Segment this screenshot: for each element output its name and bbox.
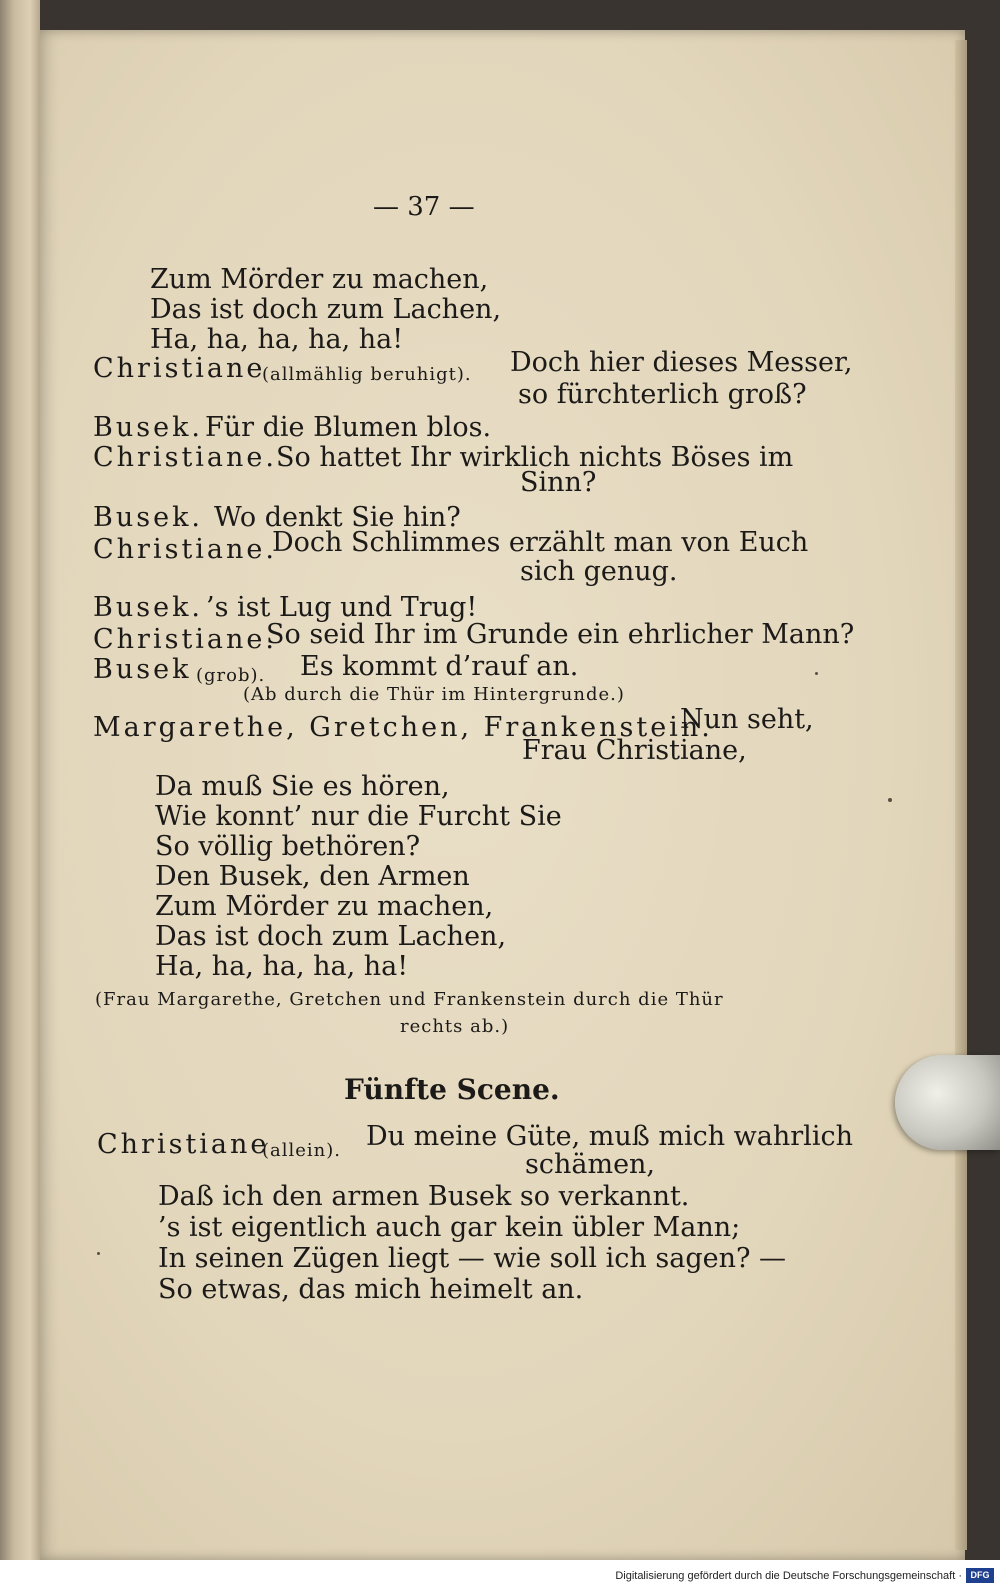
speaker-name: Christiane. — [93, 624, 277, 655]
verse-line: Zum Mörder zu machen, — [155, 891, 494, 922]
stage-direction: (Frau Margarethe, Gretchen und Frankenstein durch die Thür — [95, 989, 724, 1010]
verse-line: Den Busek, den Armen — [155, 861, 470, 892]
stage-direction: (Ab durch die Thür im Hintergrunde.) — [243, 684, 625, 705]
dialogue-text: Doch Schlimmes erzählt man von Euch — [272, 527, 809, 558]
speaker-name: Christiane. — [93, 534, 277, 565]
stage-direction: (allmählig beruhigt). — [262, 364, 472, 385]
verse-line: Das ist doch zum Lachen, — [150, 294, 502, 325]
verse-line: Wie konnt’ nur die Furcht Sie — [155, 801, 562, 832]
dialogue-text: ’s ist Lug und Trug! — [206, 592, 478, 623]
dialogue-text: Wo denkt Sie hin? — [214, 502, 461, 533]
verse-line: Ha, ha, ha, ha, ha! — [150, 324, 404, 355]
dialogue-text: Sinn? — [520, 467, 597, 498]
verse-line: In seinen Zügen liegt — wie soll ich sagen? — — [158, 1243, 787, 1274]
dialogue-text: so fürchterlich groß? — [518, 379, 807, 410]
speaker-name: Margarethe, Gretchen, Frankenstein. — [93, 712, 713, 743]
dialogue-text: Doch hier dieses Messer, — [510, 347, 853, 378]
page-number: — 37 — — [373, 192, 475, 222]
verse-line: Da muß Sie es hören, — [155, 771, 450, 802]
dialogue-text: Für die Blumen blos. — [205, 412, 492, 443]
verse-line: Zum Mörder zu machen, — [150, 264, 489, 295]
footer-credit: Digitalisierung gefördert durch die Deutsche Forschungsgemeinschaft · — [615, 1570, 962, 1582]
dialogue-text: sich genug. — [520, 556, 678, 587]
speaker-name: Christiane. — [93, 442, 277, 473]
speaker-name: Christiane — [93, 353, 266, 384]
ink-speck — [97, 1252, 100, 1255]
dialogue-text: Frau Christiane, — [522, 735, 747, 766]
dialogue-text: So seid Ihr im Grunde ein ehrlicher Mann? — [266, 619, 855, 650]
verse-line: Ha, ha, ha, ha, ha! — [155, 951, 409, 982]
verse-line: So etwas, das mich heimelt an. — [158, 1274, 584, 1305]
dialogue-text: Du meine Güte, muß mich wahrlich — [366, 1121, 853, 1152]
footer-bar — [0, 1560, 1000, 1593]
dialogue-text: Es kommt d’rauf an. — [300, 651, 579, 682]
ink-speck — [815, 672, 818, 675]
verse-line: Das ist doch zum Lachen, — [155, 921, 507, 952]
page-clip — [895, 1055, 1000, 1150]
verse-line: So völlig bethören? — [155, 831, 421, 862]
speaker-name: Busek. — [93, 592, 204, 623]
verse-line: Daß ich den armen Busek so verkannt. — [158, 1181, 690, 1212]
speaker-name: Busek — [93, 654, 192, 685]
dialogue-text: Nun seht, — [680, 704, 814, 735]
left-page-edge — [0, 0, 40, 1560]
scene-heading: Fünfte Scene. — [344, 1073, 560, 1106]
dfg-logo: DFG — [966, 1568, 994, 1583]
page-stack-edge — [955, 40, 967, 1550]
stage-direction: (allein). — [262, 1140, 342, 1161]
speaker-name: Busek. — [93, 412, 204, 443]
speaker-name: Busek. — [93, 502, 204, 533]
speaker-name: Christiane — [97, 1129, 270, 1160]
ink-speck — [888, 798, 892, 802]
dialogue-text: So hattet Ihr wirklich nichts Böses im — [276, 442, 794, 473]
stage-direction: (grob). — [196, 665, 266, 686]
stage-direction: rechts ab.) — [400, 1016, 510, 1037]
verse-line: ’s ist eigentlich auch gar kein übler Mann; — [158, 1212, 741, 1243]
dialogue-text: schämen, — [525, 1149, 656, 1180]
